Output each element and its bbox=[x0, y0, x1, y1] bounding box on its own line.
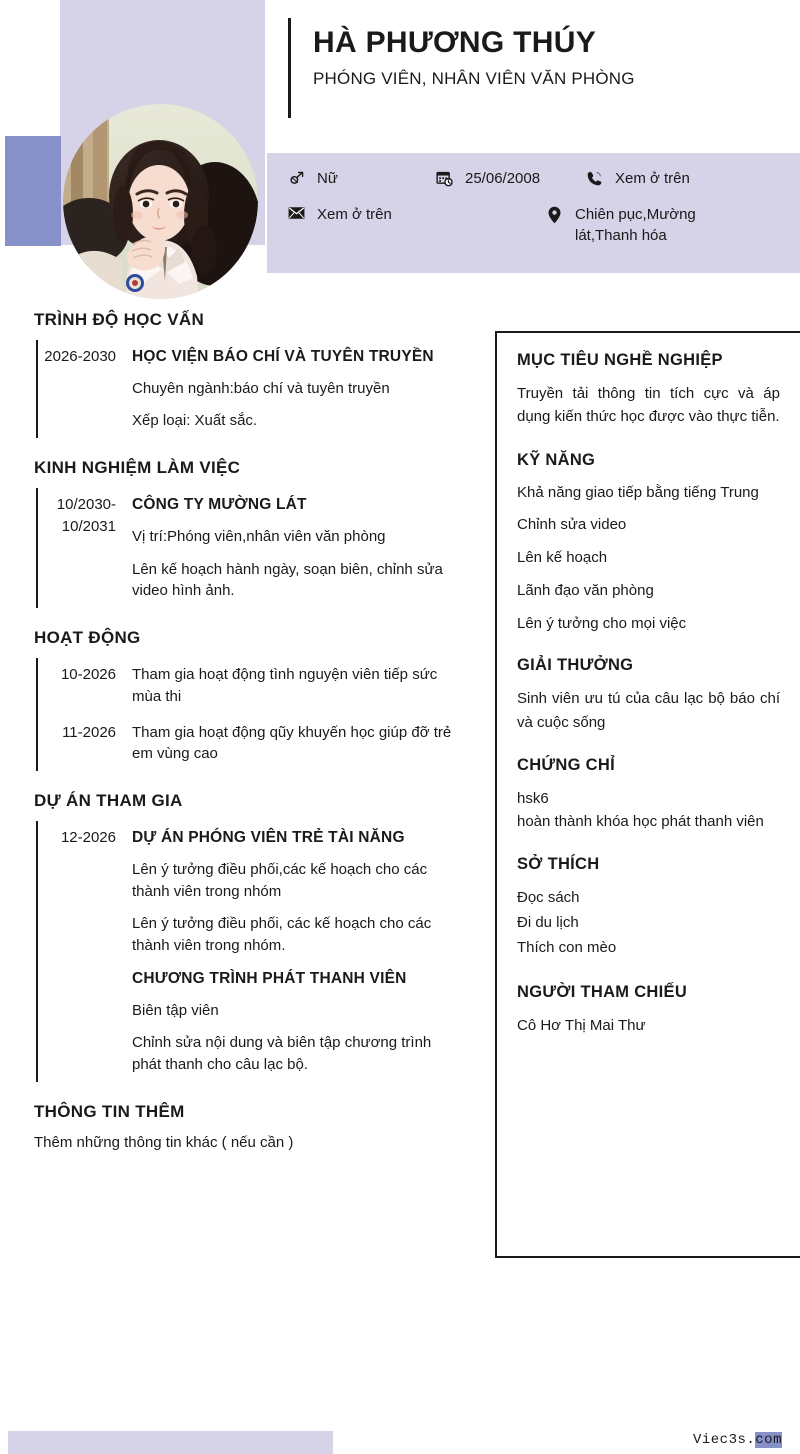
decorative-periwinkle-square bbox=[5, 136, 61, 246]
activity-date: 10-2026 bbox=[60, 666, 116, 684]
section-additional-info bbox=[34, 1102, 464, 1155]
section-title-education: TRÌNH ĐỘ HỌC VẤN bbox=[34, 310, 205, 329]
experience-position: Vị trí:Phóng viên,nhân viên văn phòng bbox=[132, 527, 386, 545]
section-title-skills: KỸ NĂNG bbox=[517, 450, 596, 469]
education-details bbox=[132, 346, 464, 432]
objective-text: Truyền tải thông tin tích cực và áp dụng kiến thức học được vào thực tiễn. bbox=[517, 385, 780, 426]
list-item: Đọc sách bbox=[517, 889, 580, 907]
section-activities bbox=[34, 628, 464, 771]
section-hobbies bbox=[517, 855, 780, 960]
education-school: HỌC VIỆN BÁO CHÍ VÀ TUYÊN TRUYỀN bbox=[132, 348, 434, 365]
activity-details bbox=[132, 664, 464, 708]
phone-icon bbox=[583, 170, 605, 187]
contact-address bbox=[543, 205, 793, 246]
job-title: PHÓNG VIÊN, NHÂN VIÊN VĂN PHÒNG bbox=[313, 69, 635, 88]
contact-email-value: Xem ở trên bbox=[317, 206, 392, 224]
avatar bbox=[63, 104, 258, 299]
section-title-reference: NGƯỜI THAM CHIẾU bbox=[517, 982, 688, 1001]
project-entry bbox=[38, 827, 464, 1076]
activity-text: Tham gia hoạt động tình nguyện viên tiếp sức mùa thi bbox=[132, 666, 438, 705]
list-item: Lên kế hoạch bbox=[517, 549, 608, 566]
contact-address-value: Chiên pục,Mường lát,Thanh hóa bbox=[575, 206, 696, 244]
section-experience bbox=[34, 458, 464, 608]
section-title-certificates: CHỨNG CHỈ bbox=[517, 755, 615, 774]
list-item: Lên ý tưởng cho mọi việc bbox=[517, 614, 687, 632]
contact-dob bbox=[433, 169, 583, 189]
project-desc-2: Lên ý tưởng điều phối, các kế hoạch cho các thành viên trong nhóm. bbox=[132, 915, 432, 955]
experience-duties: Lên kế hoạch hành ngày, soạn biên, chỉnh sửa video hình ảnh. bbox=[132, 560, 443, 600]
section-title-additional-info: THÔNG TIN THÊM bbox=[34, 1101, 185, 1121]
experience-company: CÔNG TY MƯỜNG LÁT bbox=[132, 496, 307, 514]
section-awards bbox=[517, 656, 780, 734]
activity-entry bbox=[38, 664, 464, 708]
contact-gender-value: Nữ bbox=[317, 170, 338, 187]
skills-list bbox=[517, 482, 780, 635]
section-skills bbox=[517, 451, 780, 635]
profile-photo-illustration bbox=[63, 104, 258, 299]
awards-text: Sinh viên ưu tú của câu lạc bộ báo chí và cuộc sống bbox=[517, 690, 780, 731]
education-grade: Xếp loại: Xuất sắc. bbox=[132, 412, 258, 430]
additional-info-text: Thêm những thông tin khác ( nếu cần ) bbox=[34, 1133, 294, 1151]
project-desc-1: Lên ý tưởng điều phối,các kế hoạch cho các thành viên trong nhóm bbox=[132, 860, 428, 900]
education-timeline bbox=[36, 340, 464, 438]
project-role-desc: Chỉnh sửa nội dung và biên tập chương trình phát thanh cho câu lạc bộ. bbox=[132, 1034, 432, 1073]
left-column bbox=[34, 310, 464, 1174]
experience-details bbox=[132, 494, 464, 602]
contact-gender bbox=[285, 169, 433, 189]
footer-brand-suffix: com bbox=[755, 1432, 782, 1448]
section-title-objective: MỤC TIÊU NGHỀ NGHIỆP bbox=[517, 351, 723, 369]
right-column bbox=[495, 331, 800, 1258]
project-details bbox=[132, 827, 464, 1076]
project-date: 12-2026 bbox=[60, 829, 116, 847]
activity-entry bbox=[38, 722, 464, 766]
education-entry bbox=[38, 346, 464, 432]
list-item: Đi du lịch bbox=[517, 914, 579, 931]
gender-icon bbox=[285, 170, 307, 187]
hobbies-list bbox=[517, 886, 780, 960]
activity-date: 11-2026 bbox=[62, 723, 116, 741]
contact-email bbox=[285, 205, 543, 225]
project-role: Biên tập viên bbox=[132, 1001, 219, 1019]
section-title-projects: DỰ ÁN THAM GIA bbox=[34, 791, 183, 811]
location-pin-icon bbox=[543, 206, 565, 224]
footer-brand bbox=[693, 1432, 782, 1448]
section-title-experience: KINH NGHIỆM LÀM VIỆC bbox=[34, 458, 241, 478]
footer-accent-bar bbox=[8, 1431, 333, 1454]
project-name: DỰ ÁN PHÓNG VIÊN TRẺ TÀI NĂNG bbox=[132, 829, 405, 847]
certificate-line-1: hsk6 bbox=[517, 789, 549, 807]
activities-timeline bbox=[36, 658, 464, 771]
activity-text: Tham gia hoạt động qũy khuyến học giúp đỡ trẻ em vùng cao bbox=[132, 723, 452, 763]
contact-dob-value: 25/06/2008 bbox=[465, 170, 541, 187]
section-certificates bbox=[517, 756, 780, 834]
contact-phone bbox=[583, 169, 763, 189]
certificate-line-2: hoàn thành khóa học phát thanh viên bbox=[517, 813, 764, 830]
cv-header bbox=[0, 0, 800, 310]
contact-phone-value: Xem ở trên bbox=[615, 170, 690, 187]
experience-timeline bbox=[36, 488, 464, 608]
list-item: Thích con mèo bbox=[517, 938, 617, 956]
reference-name: Cô Hơ Thị Mai Thư bbox=[517, 1016, 646, 1034]
list-item: Khả năng giao tiếp bằng tiếng Trung bbox=[517, 483, 759, 501]
education-major: Chuyên ngành:báo chí và tuyên truyền bbox=[132, 379, 390, 397]
list-item: Chỉnh sửa video bbox=[517, 516, 627, 534]
section-title-hobbies: SỞ THÍCH bbox=[517, 855, 600, 874]
calendar-icon bbox=[433, 170, 455, 187]
contact-row-primary bbox=[285, 169, 800, 189]
list-item: Lãnh đạo văn phòng bbox=[517, 581, 654, 599]
page-title: HÀ PHƯƠNG THÚY bbox=[313, 26, 597, 59]
contact-row-secondary bbox=[285, 205, 800, 246]
experience-entry bbox=[38, 494, 464, 602]
activity-details bbox=[132, 722, 464, 766]
contact-info-bar bbox=[267, 153, 800, 273]
footer-brand-prefix: Viec3s. bbox=[692, 1432, 756, 1448]
section-title-activities: HOẠT ĐỘNG bbox=[34, 628, 141, 648]
education-date: 2026-2030 bbox=[44, 348, 116, 365]
email-icon bbox=[285, 206, 307, 220]
experience-date: 10/2030-10/2031 bbox=[56, 496, 116, 535]
projects-timeline bbox=[36, 821, 464, 1082]
section-projects bbox=[34, 791, 464, 1082]
section-reference bbox=[517, 983, 780, 1037]
section-education bbox=[34, 310, 464, 438]
name-block bbox=[288, 18, 788, 118]
section-objective bbox=[517, 351, 780, 429]
section-title-awards: GIẢI THƯỞNG bbox=[517, 656, 634, 675]
project-name-secondary: CHƯƠNG TRÌNH PHÁT THANH VIÊN bbox=[132, 969, 407, 987]
